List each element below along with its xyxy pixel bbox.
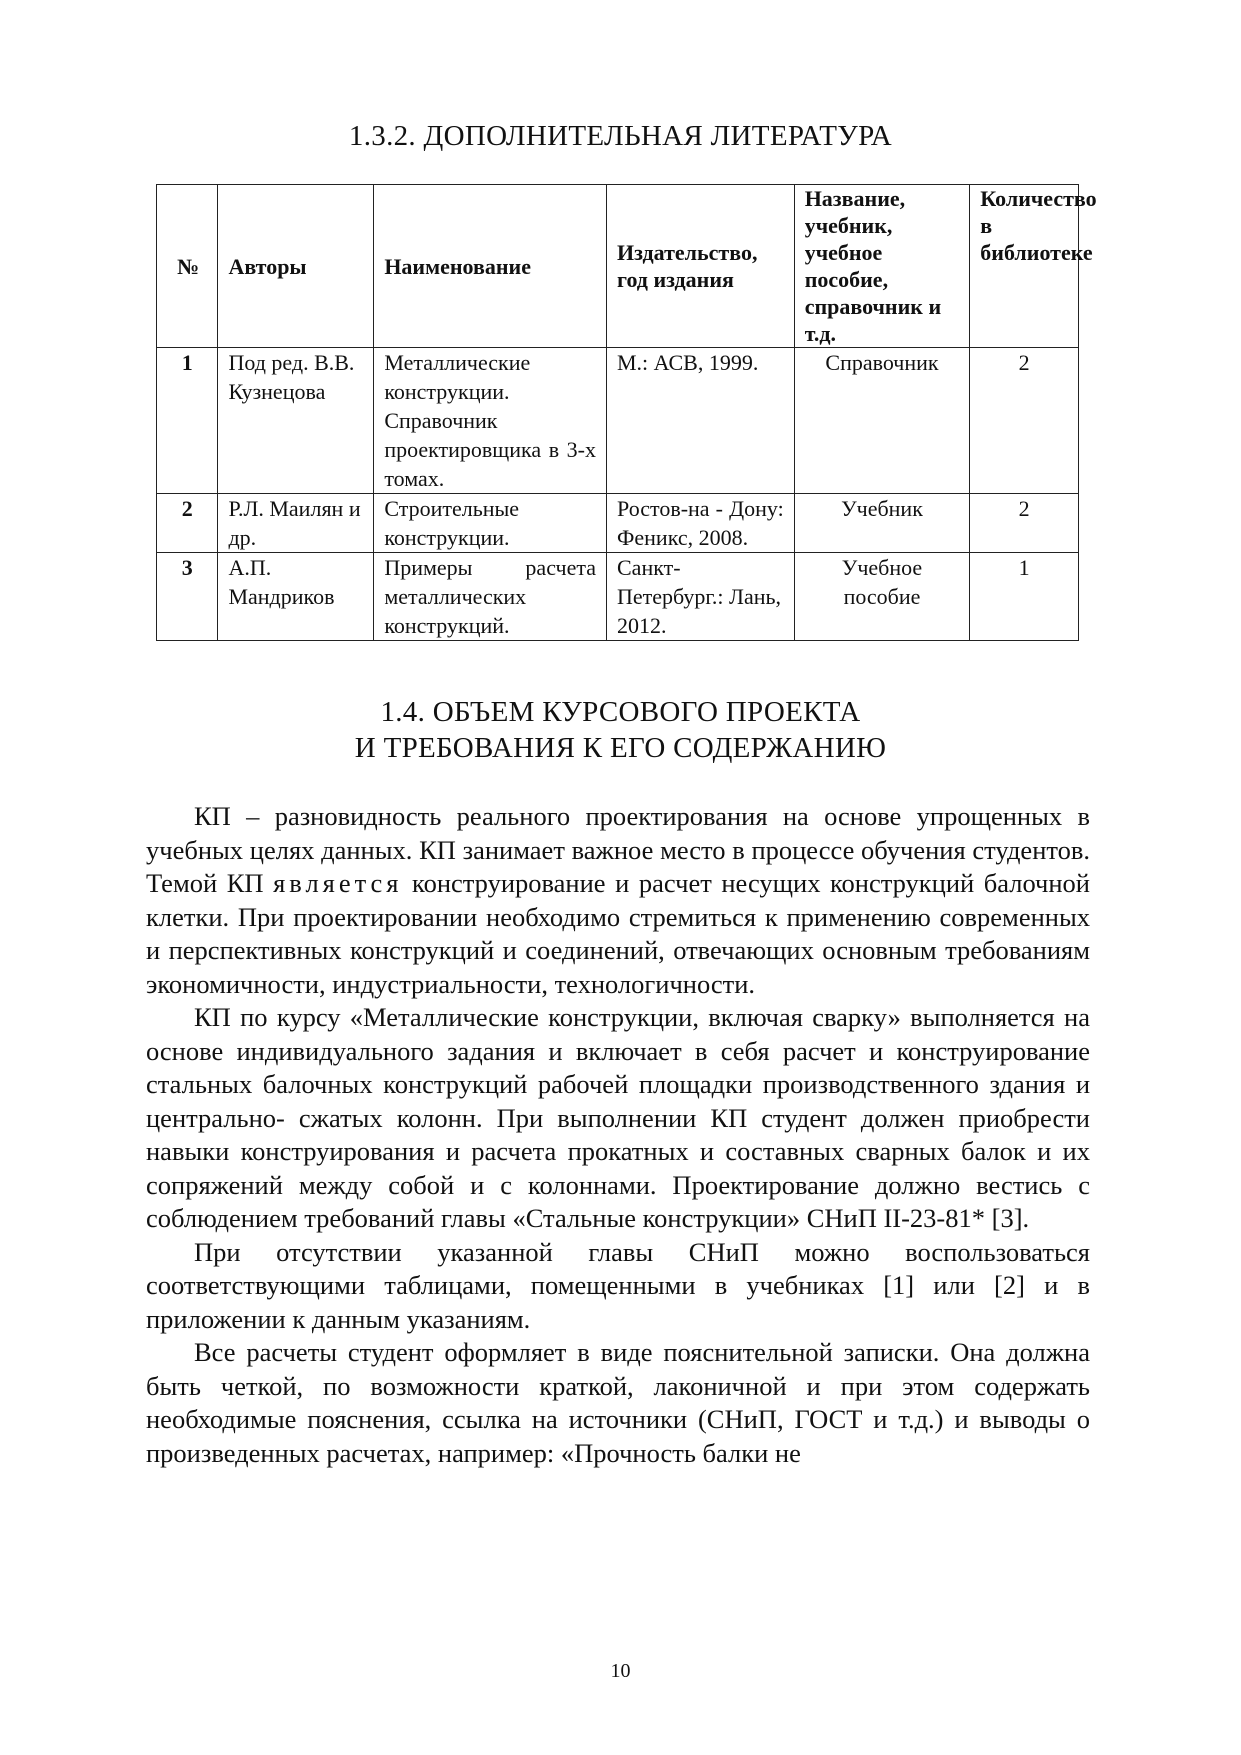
page-number: 10 [610, 1660, 631, 1682]
paragraph-2: КП по курсу «Металлические конструкции, включая сварку» выполняется на основе индивидуального задания и включает в себя расчет и конструирование стальных балочных конструкций рабочей площадки производственного здания и центрально- сжатых колонн. При выполнении КП студент должен приобрести навыки конструирования и расчета прокатных и составных сварных балок и их сопряжений между собой и с колоннами. Проектирование должно вестись с соблюдением требований главы «Стальные конструкции» СНиП II-23-81* [3]. [146, 1002, 1090, 1233]
paragraph-3: При отсутствии указанной главы СНиП можно воспользоваться соответствующими таблицами, помещенными в учебниках [1] или [2] и в приложении к данным указаниям. [146, 1236, 1090, 1334]
row-publisher: Ростов-на - Дону: Феникс, 2008. [607, 494, 795, 553]
paragraph-1 [146, 800, 1090, 1001]
table-row [157, 348, 1079, 494]
paragraph-1-emphasis: является [273, 868, 403, 898]
paragraph-4: Все расчеты студент оформляет в виде пояснительной записки. Она должна быть четкой, по возможности краткой, лаконичной и при этом содержать необходимые пояснения, ссылка на источники (СНиП, ГОСТ и т.д.) и выводы о произведенных расчетах, например: «Прочность балки не [146, 1337, 1090, 1468]
row-authors: Под ред. В.В. Кузнецова [218, 348, 374, 494]
literature-table [156, 184, 1097, 641]
header-num: № [157, 185, 218, 348]
row-publisher: М.: АСВ, 1999. [607, 348, 795, 494]
body-text [146, 800, 1090, 1470]
row-count: 2 [970, 348, 1079, 494]
literature-title: 1.3.2. ДОПОЛНИТЕЛЬНАЯ ЛИТЕРАТУРА [348, 120, 893, 152]
row-type: Справочник [794, 348, 970, 494]
row-num: 3 [157, 553, 218, 641]
row-name: Строительные конструкции. [374, 494, 607, 553]
paragraph-1-part-a: КП – разновидность реального проектирования на основе упрощенных в учебных целях данных. КП занимает важное место в процессе обучения студентов. Темой КП [146, 801, 1090, 898]
row-type: Учебное пособие [794, 553, 970, 641]
table-header-row [157, 185, 1079, 348]
row-count: 1 [970, 553, 1079, 641]
header-name: Наименование [374, 185, 607, 348]
section-title-line1: 1.4. ОБЪЕМ КУРСОВОГО ПРОЕКТА [380, 696, 861, 728]
header-authors: Авторы [218, 185, 374, 348]
paragraph-1-part-b: конструирование и расчет несущих конструкций балочной клетки. При проектировании необходимо стремиться к применению современных и перспективных конструкций и соединений, отвечающих основным требованиям экономичности, индустриальности, технологичности. [146, 868, 1090, 999]
row-name: Металлические конструкции. Справочник проектировщика в 3-х томах. [374, 348, 607, 494]
table-row [157, 553, 1079, 641]
header-type: Название, учебник, учебное пособие, справочник и т.д. [794, 185, 970, 348]
row-type: Учебник [794, 494, 970, 553]
section-title [0, 694, 1241, 766]
section-title-line2: И ТРЕБОВАНИЯ К ЕГО СОДЕРЖАНИЮ [354, 732, 887, 764]
row-authors: Р.Л. Маилян и др. [218, 494, 374, 553]
row-num: 1 [157, 348, 218, 494]
header-count: Количество в библиотеке [970, 185, 1079, 348]
row-publisher: Санкт-Петербург.: Лань, 2012. [607, 553, 795, 641]
header-publisher: Издательство, год издания [607, 185, 795, 348]
row-authors: А.П. Мандриков [218, 553, 374, 641]
row-num: 2 [157, 494, 218, 553]
table-row [157, 494, 1079, 553]
row-name: Примеры расчета металлических конструкций. [374, 553, 607, 641]
row-count: 2 [970, 494, 1079, 553]
